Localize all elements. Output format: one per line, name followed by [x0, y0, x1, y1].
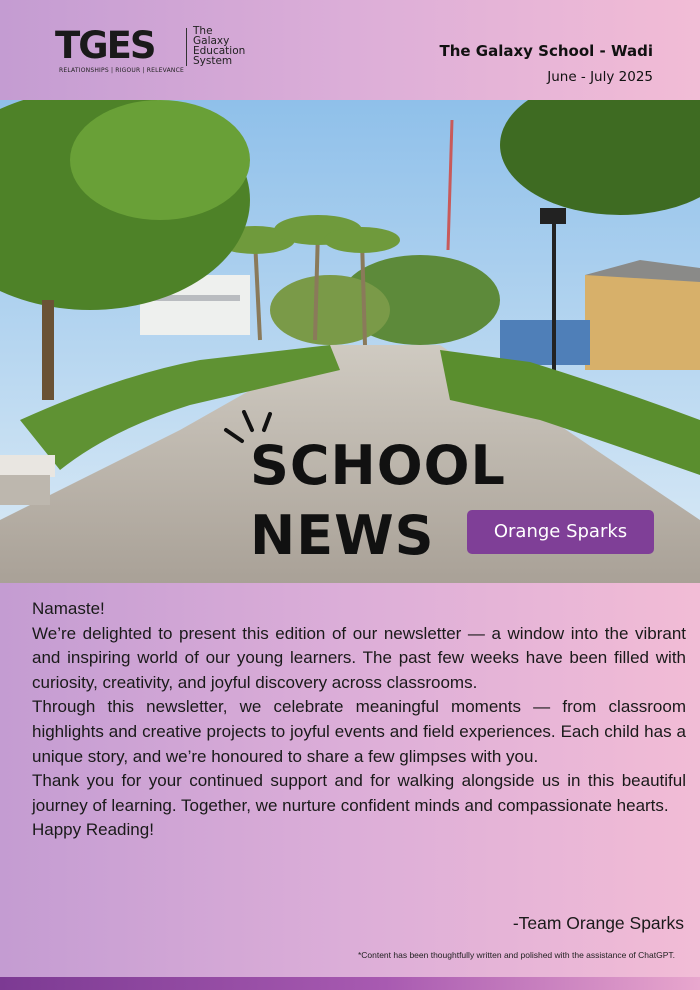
logo-mark: TGES: [55, 24, 155, 67]
body-paragraph: We’re delighted to present this edition of our newsletter — a window into the vibrant and inspiring world of our young learners. The past few weeks have been filled with curiosity, creativity, and joyful discovery across classrooms.: [32, 623, 686, 692]
logo-name-line: Education: [193, 45, 246, 57]
signoff: -Team Orange Sparks: [512, 913, 684, 933]
logo-name-line: The: [193, 25, 213, 37]
greeting: Namaste!: [32, 599, 105, 618]
closing: Happy Reading!: [32, 820, 154, 840]
team-badge: Orange Sparks: [467, 510, 654, 554]
logo-name-line: Galaxy: [193, 35, 230, 47]
logo-name: [193, 26, 263, 66]
logo-name-line: System: [193, 55, 233, 67]
headline-line-2: NEWS: [250, 504, 435, 567]
body-paragraph: Through this newsletter, we celebrate meaningful moments — from classroom highlights and creative projects to joyful events and field experiences. Each child has a unique story, and we’re honoured to share a few glimpses with you.: [32, 697, 686, 766]
body-paragraph: Thank you for your continued support and for walking alongside us in this beautiful journey of learning. Together, we nurture confident minds and compassionate hearts.: [32, 771, 686, 815]
logo-divider: [186, 28, 187, 66]
newsletter-header: [0, 0, 700, 100]
bottom-bar: [0, 977, 700, 990]
newsletter-body: [32, 597, 686, 843]
headline-line-1: SCHOOL: [250, 434, 506, 497]
logo-tagline: RELATIONSHIPS | RIGOUR | RELEVANCE: [59, 67, 184, 74]
school-name: The Galaxy School - Wadi: [439, 42, 653, 60]
disclaimer: *Content has been thoughtfully written and polished with the assistance of ChatGPT.: [357, 950, 675, 960]
edition-date: June - July 2025: [547, 69, 653, 85]
